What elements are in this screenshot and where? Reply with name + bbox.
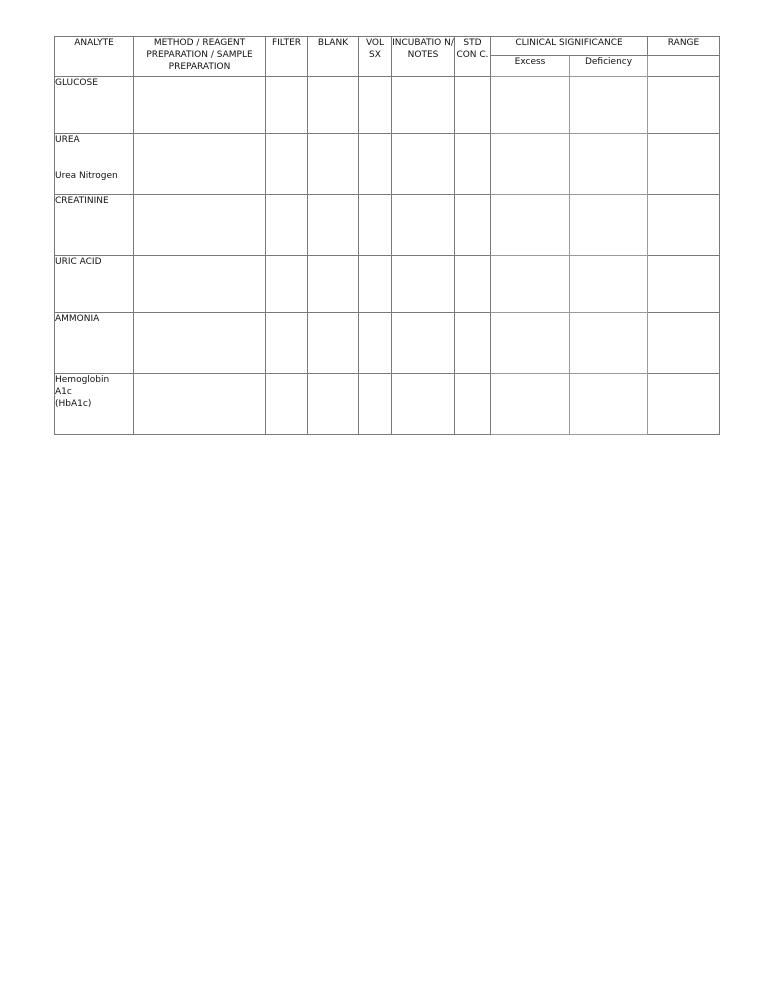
vol-cell (359, 256, 392, 313)
header-blank: BLANK (308, 37, 359, 77)
vol-cell (359, 374, 392, 435)
vol-cell (359, 313, 392, 374)
header-incubation: INCUBATIO N/ NOTES (392, 37, 455, 77)
vol-cell (359, 134, 392, 195)
excess-cell (491, 313, 570, 374)
std-cell (455, 374, 491, 435)
std-cell (455, 195, 491, 256)
incubation-cell (392, 256, 455, 313)
filter-cell (266, 256, 308, 313)
incubation-cell (392, 313, 455, 374)
range-cell (648, 195, 720, 256)
analyte-cell: AMMONIA (55, 313, 134, 374)
analyte-table (54, 36, 720, 435)
deficiency-cell (570, 195, 648, 256)
excess-cell (491, 374, 570, 435)
range-cell (648, 374, 720, 435)
blank-cell (308, 134, 359, 195)
analyte-label-line: Hemoglobin (55, 375, 110, 385)
table-row (55, 313, 720, 374)
header-deficiency: Deficiency (570, 56, 648, 77)
header-clinical-significance: CLINICAL SIGNIFICANCE (491, 37, 648, 56)
analyte-cell: CREATININE (55, 195, 134, 256)
incubation-cell (392, 77, 455, 134)
excess-cell (491, 256, 570, 313)
deficiency-cell (570, 256, 648, 313)
table-row (55, 256, 720, 313)
blank-cell (308, 374, 359, 435)
filter-cell (266, 313, 308, 374)
deficiency-cell (570, 313, 648, 374)
method-cell (134, 134, 266, 195)
excess-cell (491, 195, 570, 256)
incubation-cell (392, 195, 455, 256)
std-cell (455, 313, 491, 374)
deficiency-cell (570, 134, 648, 195)
filter-cell (266, 195, 308, 256)
analyte-cell (55, 374, 134, 435)
analyte-cell: URIC ACID (55, 256, 134, 313)
header-range: RANGE (648, 37, 720, 56)
filter-cell (266, 77, 308, 134)
blank-cell (308, 256, 359, 313)
table-row (55, 77, 720, 134)
incubation-cell (392, 134, 455, 195)
analyte-sublabel: Urea Nitrogen (55, 171, 118, 181)
blank-cell (308, 77, 359, 134)
table-row (55, 374, 720, 435)
table-row (55, 195, 720, 256)
header-excess: Excess (491, 56, 570, 77)
header-vol: VOL SX (359, 37, 392, 77)
method-cell (134, 313, 266, 374)
analyte-cell (55, 134, 134, 195)
vol-cell (359, 195, 392, 256)
header-filter: FILTER (266, 37, 308, 77)
range-cell (648, 134, 720, 195)
range-cell (648, 77, 720, 134)
std-cell (455, 134, 491, 195)
blank-cell (308, 195, 359, 256)
filter-cell (266, 134, 308, 195)
method-cell (134, 256, 266, 313)
std-cell (455, 256, 491, 313)
header-range-sub (648, 56, 720, 77)
range-cell (648, 313, 720, 374)
filter-cell (266, 374, 308, 435)
method-cell (134, 374, 266, 435)
deficiency-cell (570, 374, 648, 435)
header-method: METHOD / REAGENT PREPARATION / SAMPLE PREPARATION (134, 37, 266, 77)
method-cell (134, 195, 266, 256)
range-cell (648, 256, 720, 313)
deficiency-cell (570, 77, 648, 134)
std-cell (455, 77, 491, 134)
header-analyte: ANALYTE (55, 37, 134, 77)
excess-cell (491, 77, 570, 134)
table-row (55, 134, 720, 195)
method-cell (134, 77, 266, 134)
analyte-label-line: A1c (55, 387, 72, 397)
excess-cell (491, 134, 570, 195)
analyte-cell: GLUCOSE (55, 77, 134, 134)
analyte-label: UREA (55, 135, 80, 145)
header-std: STD CON C. (455, 37, 491, 77)
blank-cell (308, 313, 359, 374)
incubation-cell (392, 374, 455, 435)
vol-cell (359, 77, 392, 134)
analyte-label-line: (HbA1c) (55, 399, 92, 409)
